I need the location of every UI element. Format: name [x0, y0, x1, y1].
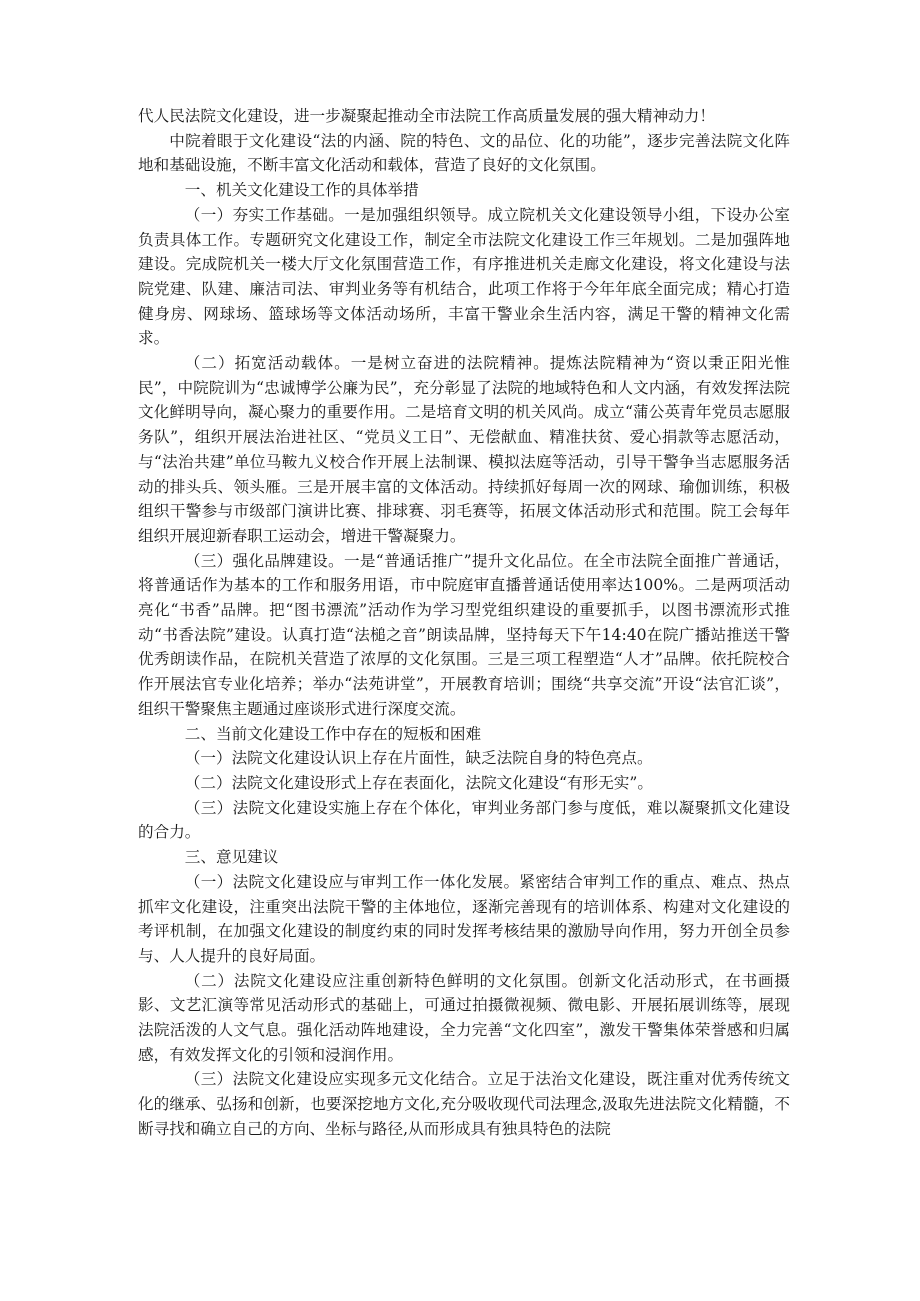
section-heading: 三、意见建议: [184, 848, 279, 867]
paragraph: （一）法院文化建设应与审判工作一体化发展。紧密结合审判工作的重点、难点、热点抓牢文化建设，注重突出法院干警的主体地位，逐渐完善现有的培训体系、构建对文化建设的考评机制，在加强文化建设的制度约束的同时发挥考核结果的激励导向作用，努力开创全员参与、人人提升的良好局面。: [138, 872, 790, 965]
paragraph: （三）法院文化建设实施上存在个体化，审判业务部门参与度低，难以凝聚抓文化建设的合力。: [138, 798, 790, 842]
paragraph: （一）夯实工作基础。一是加强组织领导。成立院机关文化建设领导小组，下设办公室负责具体工作。专题研究文化建设工作，制定全市法院文化建设工作三年规划。二是加强阵地建设。完成院机关一楼大厅文化氛围营造工作，有序推进机关走廊文化建设，将文化建设与法院党建、队建、廉洁司法、审判业务等有机结合，此项工作将于今年年底全面完成；精心打造健身房、网球场、篮球场等文体活动场所，丰富干警业余生活内容，满足干警的精神文化需求。: [138, 205, 790, 348]
paragraph: （二）法院文化建设应注重创新特色鲜明的文化氛围。创新文化活动形式，在书画摄影、文艺汇演等常见活动形式的基础上，可通过拍摄微视频、微电影、开展拓展训练等，展现法院活泼的人文气息。强化活动阵地建设，全力完善“文化四室”，激发干警集体荣誉感和归属感，有效发挥文化的引领和浸润作用。: [138, 971, 790, 1064]
paragraph: （二）拓宽活动载体。一是树立奋进的法院精神。提炼法院精神为“资以秉正阳光惟民”，中院院训为“忠诚博学公廉为民”，充分彰显了法院的地域特色和人文内涵，有效发挥法院文化鲜明导向，凝心聚力的重要作用。二是培育文明的机关风尚。成立“蒲公英青年党员志愿服务队”，组织开展法治进社区、“党员义工日”、无偿献血、精准扶贫、爱心捐款等志愿活动，与“法治共建”单位马鞍九义校合作开展上法制课、模拟法庭等活动，引导干警争当志愿服务活动的排头兵、领头雁。三是开展丰富的文体活动。持续抓好每周一次的网球、瑜伽训练，积极组织干警参与市级部门演讲比赛、排球赛、羽毛赛等，拓展文体活动形式和范围。院工会每年组织开展迎新春职工运动会，增进干警凝聚力。: [138, 354, 790, 545]
section-heading: 二、当前文化建设工作中存在的短板和困难: [184, 724, 482, 743]
paragraph: （二）法院文化建设形式上存在表面化，法院文化建设“有形无实”。: [184, 773, 653, 792]
paragraph: （三）法院文化建设应实现多元文化结合。立足于法治文化建设，既注重对优秀传统文化的继承、弘扬和创新，也要深挖地方文化,充分吸收现代司法理念,汲取先进法院文化精髓，不断寻找和确立自己的方向、坐标与路径,从而形成具有独具特色的法院: [138, 1070, 790, 1138]
document-page: [138, 104, 790, 1142]
paragraph: （三）强化品牌建设。一是“普通话推广”提升文化品位。在全市法院全面推广普通话，将普通话作为基本的工作和服务用语，市中院庭审直播普通话使用率达100%。二是两项活动亮化“书香”品牌。把“图书漂流”活动作为学习型党组织建设的重要抓手，以图书漂流形式推动“书香法院”建设。认真打造“法槌之音”朗读品牌，坚持每天下午14:40在院广播站推送干警优秀朗读作品，在院机关营造了浓厚的文化氛围。三是三项工程塑造“人才”品牌。依托院校合作开展法官专业化培养；举办“法苑讲堂”，开展教育培训；围绕“共享交流”开设“法官汇谈”，组织干警聚焦主题通过座谈形式进行深度交流。: [138, 551, 790, 718]
paragraph: （一）法院文化建设认识上存在片面性，缺乏法院自身的特色亮点。: [184, 749, 653, 768]
paragraph: 代人民法院文化建设，进一步凝聚起推动全市法院工作高质量发展的强大精神动力！: [138, 107, 715, 125]
section-heading: 一、机关文化建设工作的具体举措: [184, 181, 419, 200]
paragraph: 中院着眼于文化建设“法的内涵、院的特色、文的品位、化的功能”，逐步完善法院文化阵地和基础设施，不断丰富文化活动和载体，营造了良好的文化氛围。: [138, 131, 790, 175]
